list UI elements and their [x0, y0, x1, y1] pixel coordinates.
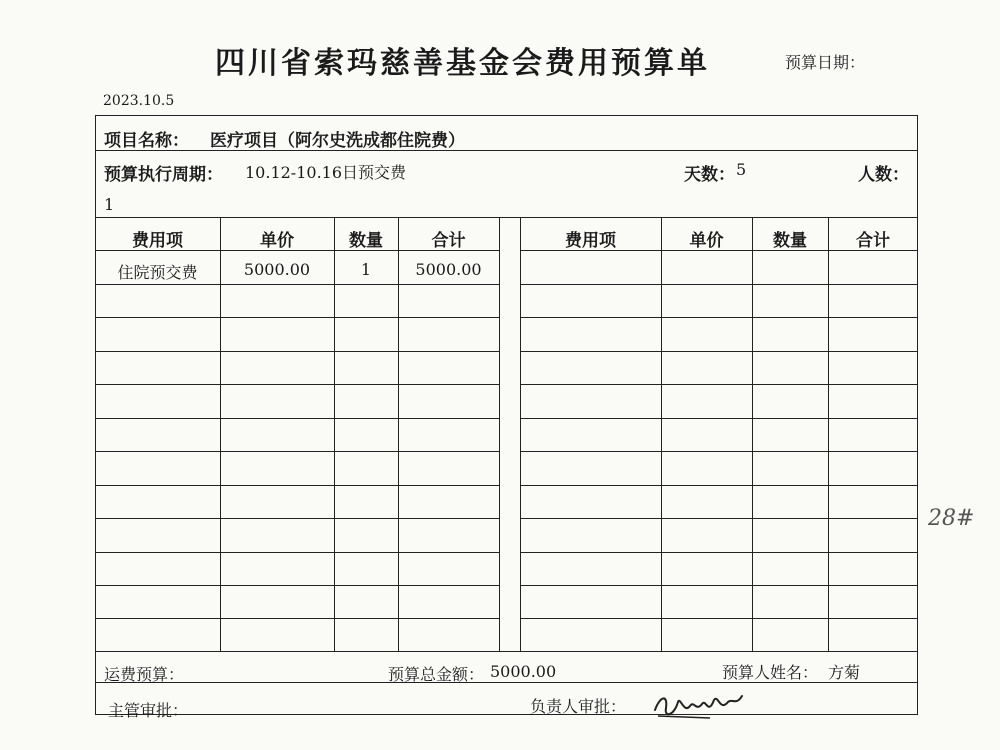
document-date: 2023.10.5 — [103, 93, 175, 109]
header-price: 单价 — [689, 231, 724, 251]
form-frame — [95, 115, 918, 715]
row-line — [520, 250, 918, 251]
row-line — [95, 317, 500, 318]
row-line — [95, 250, 500, 251]
project-name-value: 医疗项目（阿尔史洗成都住院费） — [210, 131, 465, 151]
handwritten-signature — [650, 688, 750, 722]
header-qty: 数量 — [349, 231, 383, 251]
people-label: 人数： — [858, 165, 909, 185]
divider — [95, 217, 918, 218]
period-value: 10.12-10.16日预交费 — [245, 163, 407, 182]
header-qty: 数量 — [773, 231, 807, 251]
row-line — [520, 384, 918, 385]
row-line — [520, 418, 918, 419]
row-line — [520, 485, 918, 486]
row-total: 5000.00 — [415, 260, 482, 279]
divider — [95, 651, 918, 652]
header-item: 费用项 — [565, 231, 616, 251]
row-line — [520, 351, 918, 352]
row-line — [520, 585, 918, 586]
preparer-value: 方菊 — [828, 663, 861, 682]
form-title: 四川省索玛慈善基金会费用预算单 — [215, 46, 710, 81]
row-line — [95, 518, 500, 519]
preparer-label: 预算人姓名： — [722, 663, 819, 682]
days-value: 5 — [736, 160, 747, 179]
row-line — [520, 518, 918, 519]
handwritten-annotation: 28# — [928, 506, 975, 531]
row-price: 5000.00 — [243, 260, 311, 279]
row-line — [520, 618, 918, 619]
days-label: 天数： — [684, 165, 735, 185]
responsible-approval-label: 负责人审批： — [530, 697, 627, 716]
row-line — [95, 284, 500, 285]
project-name-label: 项目名称： — [104, 131, 189, 151]
row-line — [520, 552, 918, 553]
row-line — [520, 284, 918, 285]
row-line — [95, 451, 500, 452]
header-price: 单价 — [260, 231, 294, 251]
period-continuation: 1 — [104, 195, 115, 214]
row-line — [520, 451, 918, 452]
row-qty: 1 — [360, 260, 372, 279]
total-budget-label: 预算总金额： — [388, 665, 485, 684]
row-item: 住院预交费 — [117, 263, 198, 282]
row-line — [520, 317, 918, 318]
row-line — [95, 418, 500, 419]
row-line — [95, 384, 500, 385]
row-line — [95, 351, 500, 352]
period-label: 预算执行周期： — [104, 165, 223, 185]
header-total: 合计 — [856, 231, 890, 251]
total-budget-value: 5000.00 — [490, 662, 557, 681]
row-line — [95, 618, 500, 619]
supervisor-approval-label: 主管审批： — [108, 701, 189, 720]
header-item: 费用项 — [132, 231, 183, 251]
row-line — [95, 485, 500, 486]
row-line — [95, 585, 500, 586]
row-line — [95, 552, 500, 553]
header-total: 合计 — [431, 231, 466, 251]
transport-budget-label: 运费预算： — [104, 665, 185, 684]
budget-date-label: 预算日期： — [785, 53, 866, 72]
